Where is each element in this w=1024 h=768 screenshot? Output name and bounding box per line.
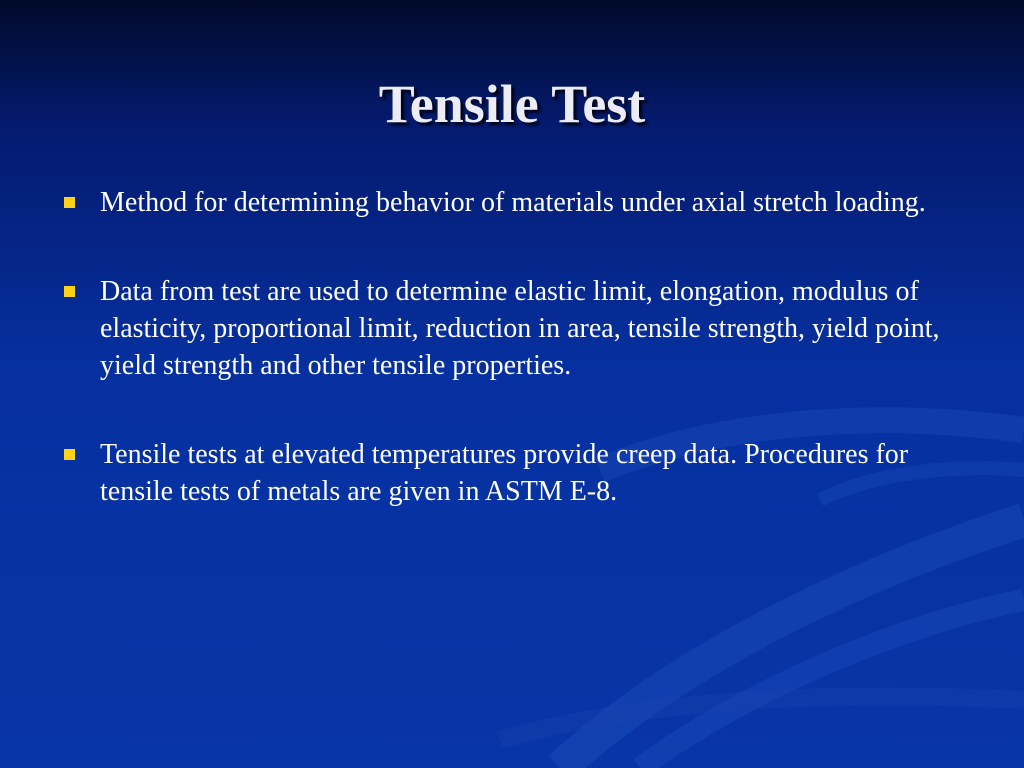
slide-title: Tensile Test <box>378 74 646 134</box>
bullet-text: Method for determining behavior of materials under axial stretch loading. <box>100 187 926 218</box>
bullet-text: Data from test are used to determine elastic limit, elongation, modulus of elasticity, proportional limit, reduction in area, tensile strength, yield point, yield strength and other tensile properties. <box>100 276 940 381</box>
bullet-text: Tensile tests at elevated temperatures provide creep data. Procedures for tensile tests of metals are given in ASTM E-8. <box>100 439 909 507</box>
bullet-item <box>62 184 962 221</box>
bullet-item <box>62 436 962 510</box>
square-bullet-icon <box>64 197 75 208</box>
square-bullet-icon <box>64 449 75 460</box>
bullet-item <box>62 273 962 384</box>
square-bullet-icon <box>64 286 75 297</box>
bullet-list <box>62 184 962 562</box>
